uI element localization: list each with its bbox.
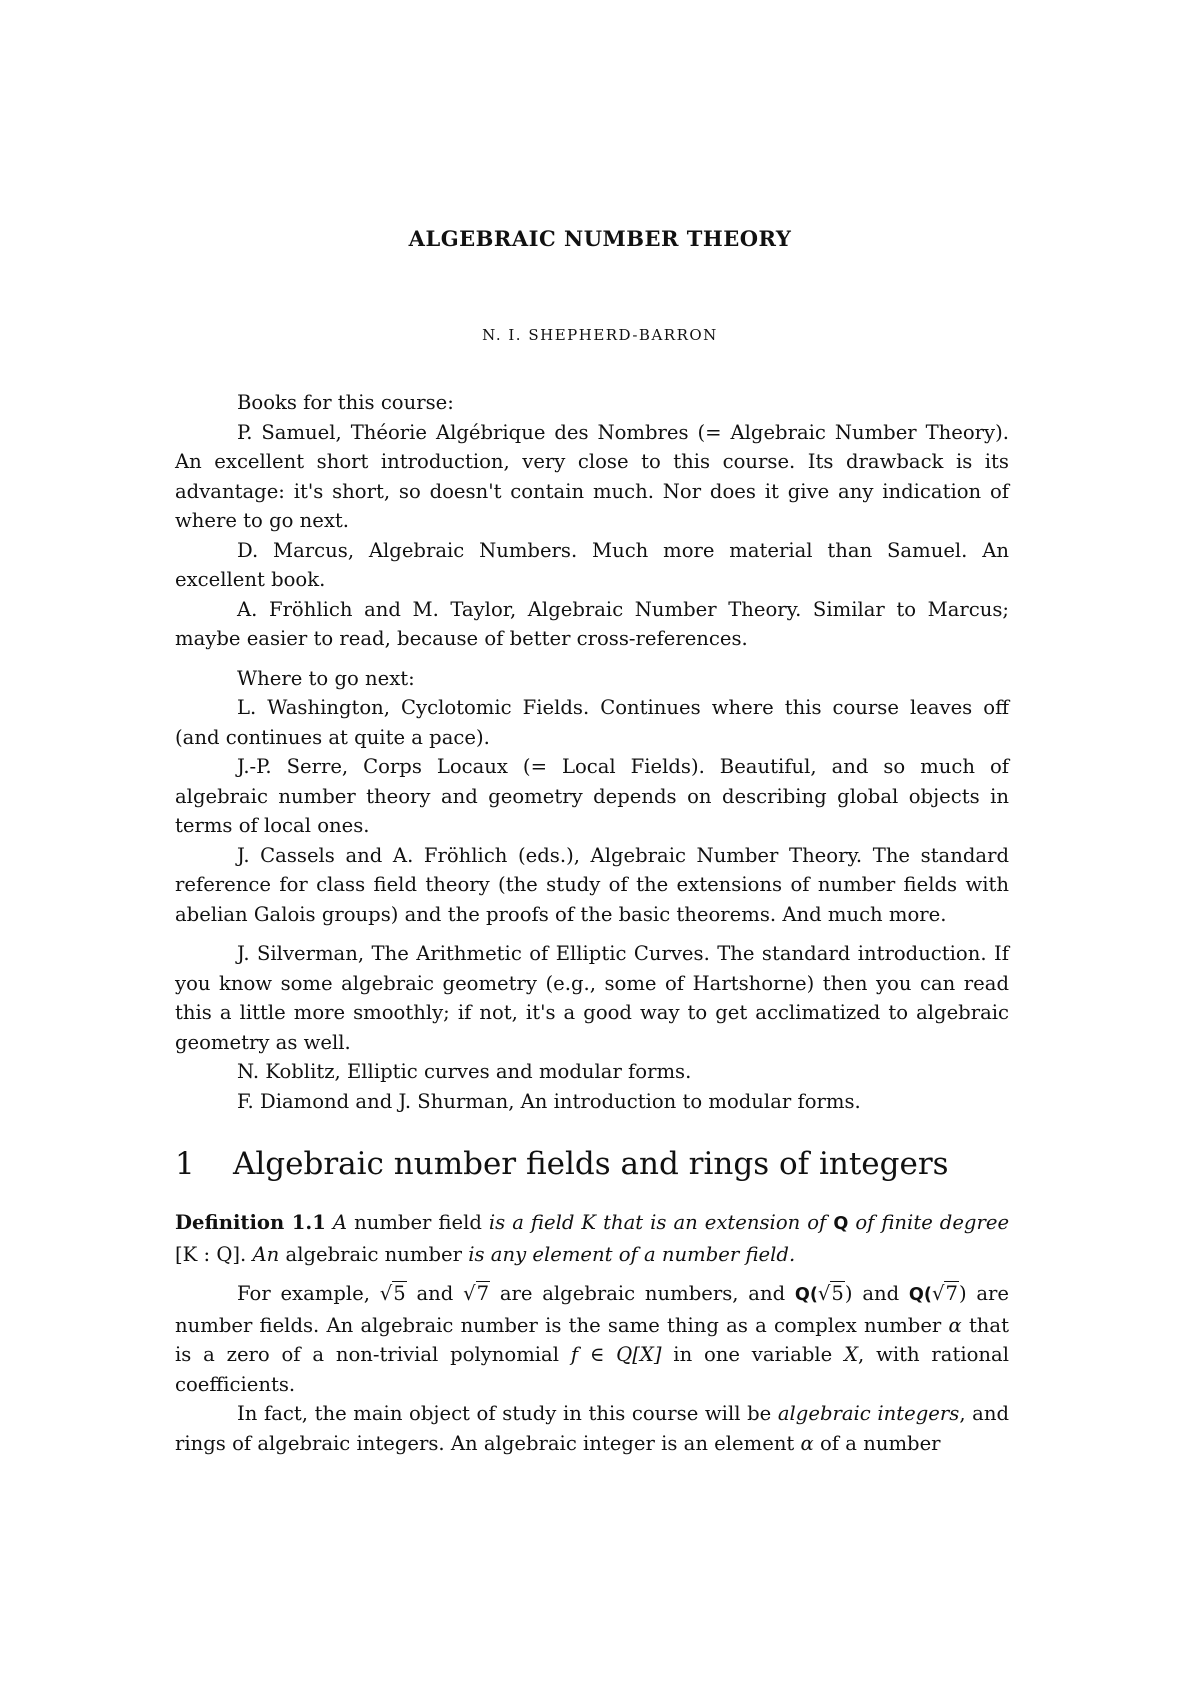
example-paragraph: For example, √5 and √7 are algebraic numbers, and Q(√5) and Q(√7) are number fields. An algebraic number is the same thing as a complex number α that is a zero of a non-trivial polynomial f ∈ Q[X] in one variable X, with rational coefficients. [175,1282,1010,1396]
book-entry: D. Marcus, Algebraic Numbers. Much more material than Samuel. An excellent book. [175,538,1009,591]
book-entry: J. Cassels and A. Fröhlich (eds.), Algebraic Number Theory. The standard reference for class field theory (the study of the extensions of number fields with abelian Galois groups) and the proofs of the basic theorems. And much more. [175,843,1009,926]
sqrt-expression: √5 [379,1282,406,1305]
book-entry: L. Washington, Cyclotomic Fields. Continues where this course leaves off (and continues at quite a pace). [175,696,1009,749]
section-title: Algebraic number fields and rings of integers [233,1146,949,1182]
book-entry: J.-P. Serre, Corps Locaux (= Local Fields). Beautiful, and so much of algebraic number theory and geometry depends on describing global objects in terms of local ones. [175,755,1009,837]
book-entry: A. Fröhlich and M. Taylor, Algebraic Number Theory. Similar to Marcus; maybe easier to read, because of better cross-references. [175,597,1009,650]
books-heading: Books for this course: [237,391,454,414]
emphasis-text: algebraic integers [777,1402,960,1425]
document-title: ALGEBRAIC NUMBER THEORY [408,226,792,251]
integers-paragraph: In fact, the main object of study in this course will be algebraic integers, and rings of algebraic integers. An algebraic integer is an element α of a number [175,1402,1009,1455]
book-entry: P. Samuel, Théorie Algébrique des Nombres (= Algebraic Number Theory). An excellent short introduction, very close to this course. Its drawback is its advantage: it's short, so doesn't contain much. Nor does it give any indication of where to go next. [175,420,1009,532]
definition-block [175,1208,1009,1269]
next-heading: Where to go next: [237,666,415,690]
sqrt-expression: √7 [463,1282,490,1305]
definition-text: A number field is a field K that is an extension of Q of finite degree [K : Q]. An algebraic number is any element of a number field. [175,1211,1010,1266]
section-heading [175,1144,1009,1184]
field-expression: Q(√5) [794,1282,853,1305]
author-line: N. I. SHEPHERD-BARRON [482,326,718,344]
field-expression: Q(√7) [908,1282,967,1305]
book-entry: F. Diamond and J. Shurman, An introduction to modular forms. [237,1089,861,1113]
section-number: 1 [175,1146,195,1182]
definition-label: Definition 1.1 [175,1211,326,1234]
document-body [175,388,1009,1458]
book-entry: J. Silverman, The Arithmetic of Elliptic Curves. The standard introduction. If you know some algebraic geometry (e.g., some of Hartshorne) then you can read this a little more smoothly; if not, it's a good way to get acclimatized to algebraic geometry as well. [175,942,1009,1054]
book-entry: N. Koblitz, Elliptic curves and modular forms. [237,1060,692,1083]
